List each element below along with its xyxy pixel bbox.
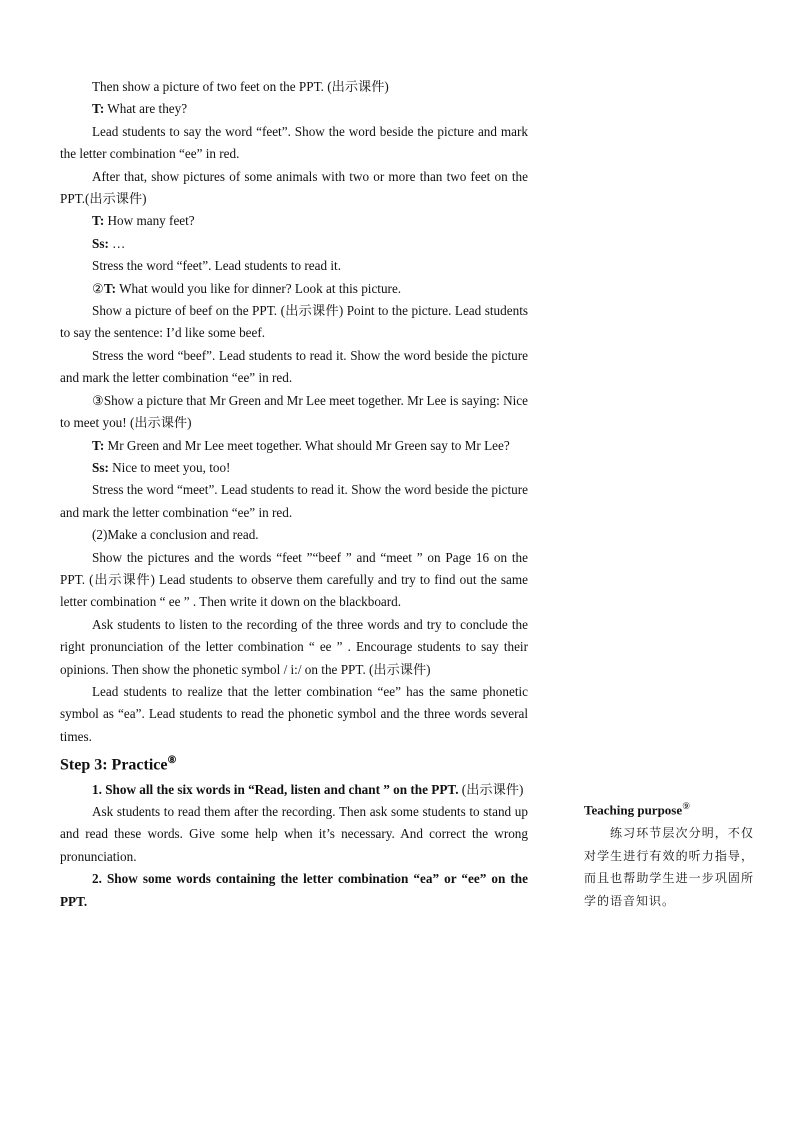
paragraph: Stress the word “meet”. Lead students to read it. Show the word beside the picture and mark the letter combination “ee” in red. [60, 482, 528, 520]
dialogue-line [60, 233, 528, 255]
dialogue-text: What would you like for dinner? Look at this picture. [119, 280, 402, 296]
dialogue-text: Mr Green and Mr Lee meet together. What should Mr Green say to Mr Lee? [107, 437, 510, 453]
dialogue-line [60, 278, 528, 300]
speaker-label: T: [92, 437, 105, 453]
paragraph: Show a picture of beef on the PPT. (出示课件) Point to the picture. Lead students to say the sentence: I’d like some beef. [60, 303, 528, 341]
footnote-marker: ⑨ [682, 801, 691, 811]
subheading: (2)Make a conclusion and read. [92, 527, 259, 543]
section-heading [60, 748, 528, 778]
dialogue-line [60, 210, 528, 232]
dialogue-text: … [112, 235, 126, 251]
margin-note-text: 练习环节层次分明，不仅对学生进行有效的听力指导，而且也帮助学生进一步巩固所学的语音知识。 [584, 826, 754, 908]
margin-note-title [584, 795, 754, 821]
circled-number: ② [92, 280, 104, 296]
margin-note [584, 795, 754, 912]
paragraph: Show the pictures and the words “feet ”“beef ” and “meet ” on Page 16 on the PPT. (出示课件) Lead students to observe them carefully and try to find out the same letter combination “ ee ” . Then write it down on the blackboard. [60, 549, 528, 610]
paragraph: Stress the word “beef”. Lead students to read it. Show the word beside the picture and mark the letter combination “ee” in red. [60, 347, 528, 386]
paragraph: Lead students to realize that the letter combination “ee” has the same phonetic symbol as “ea”. Lead students to read the phonetic symbol and the three words several times. [60, 683, 528, 744]
paragraph: Lead students to say the word “feet”. Show the word beside the picture and mark the letter combination “ee” in red. [60, 123, 528, 162]
paragraph-text: Show a picture that Mr Green and Mr Lee meet together. Mr Lee is saying: Nice to meet you! (出示课件) [60, 392, 529, 431]
numbered-instruction [60, 779, 528, 801]
paragraph: Ask students to read them after the recording. Then ask some students to stand up and read these words. Give some help when it’s necessary. And correct the wrong pronunciation. [60, 803, 528, 864]
footnote-marker: ⑧ [167, 755, 177, 767]
paragraph: After that, show pictures of some animals with two or more than two feet on the PPT.(出示课件) [60, 168, 528, 207]
speaker-label: T: [92, 213, 105, 229]
dialogue-line [60, 98, 528, 120]
speaker-label: T: [92, 101, 105, 117]
dialogue-text: How many feet? [107, 213, 195, 229]
speaker-label: Ss: [92, 235, 109, 251]
dialogue-text: What are they? [107, 101, 188, 117]
paragraph: Then show a picture of two feet on the PPT. (出示课件) [92, 79, 389, 94]
dialogue-text: Nice to meet you, too! [112, 459, 231, 475]
dialogue-line [60, 457, 528, 479]
section-heading-text: Step 3: Practice [60, 756, 168, 774]
speaker-label: T: [103, 280, 117, 296]
dialogue-line [60, 435, 528, 457]
lesson-plan-body [60, 76, 528, 913]
paragraph [60, 390, 528, 435]
courseware-note: (出示课件) [461, 781, 524, 797]
circled-number: ③ [92, 392, 104, 408]
numbered-instruction: 2. Show some words containing the letter combination “ea” or “ee” on the PPT. [60, 871, 528, 909]
instruction-text: 1. Show all the six words in “Read, listen and chant ” on the PPT. [92, 781, 459, 797]
margin-note-title-text: Teaching purpose [584, 802, 683, 818]
speaker-label: Ss: [92, 459, 109, 475]
paragraph: Stress the word “feet”. Lead students to read it. [92, 258, 342, 274]
paragraph: Ask students to listen to the recording of the three words and try to conclude the right pronunciation of the letter combination “ ee ” . Encourage students to say their opinions. Then show the phonetic symbol / i:/ on the PPT. (出示课件) [60, 616, 528, 677]
